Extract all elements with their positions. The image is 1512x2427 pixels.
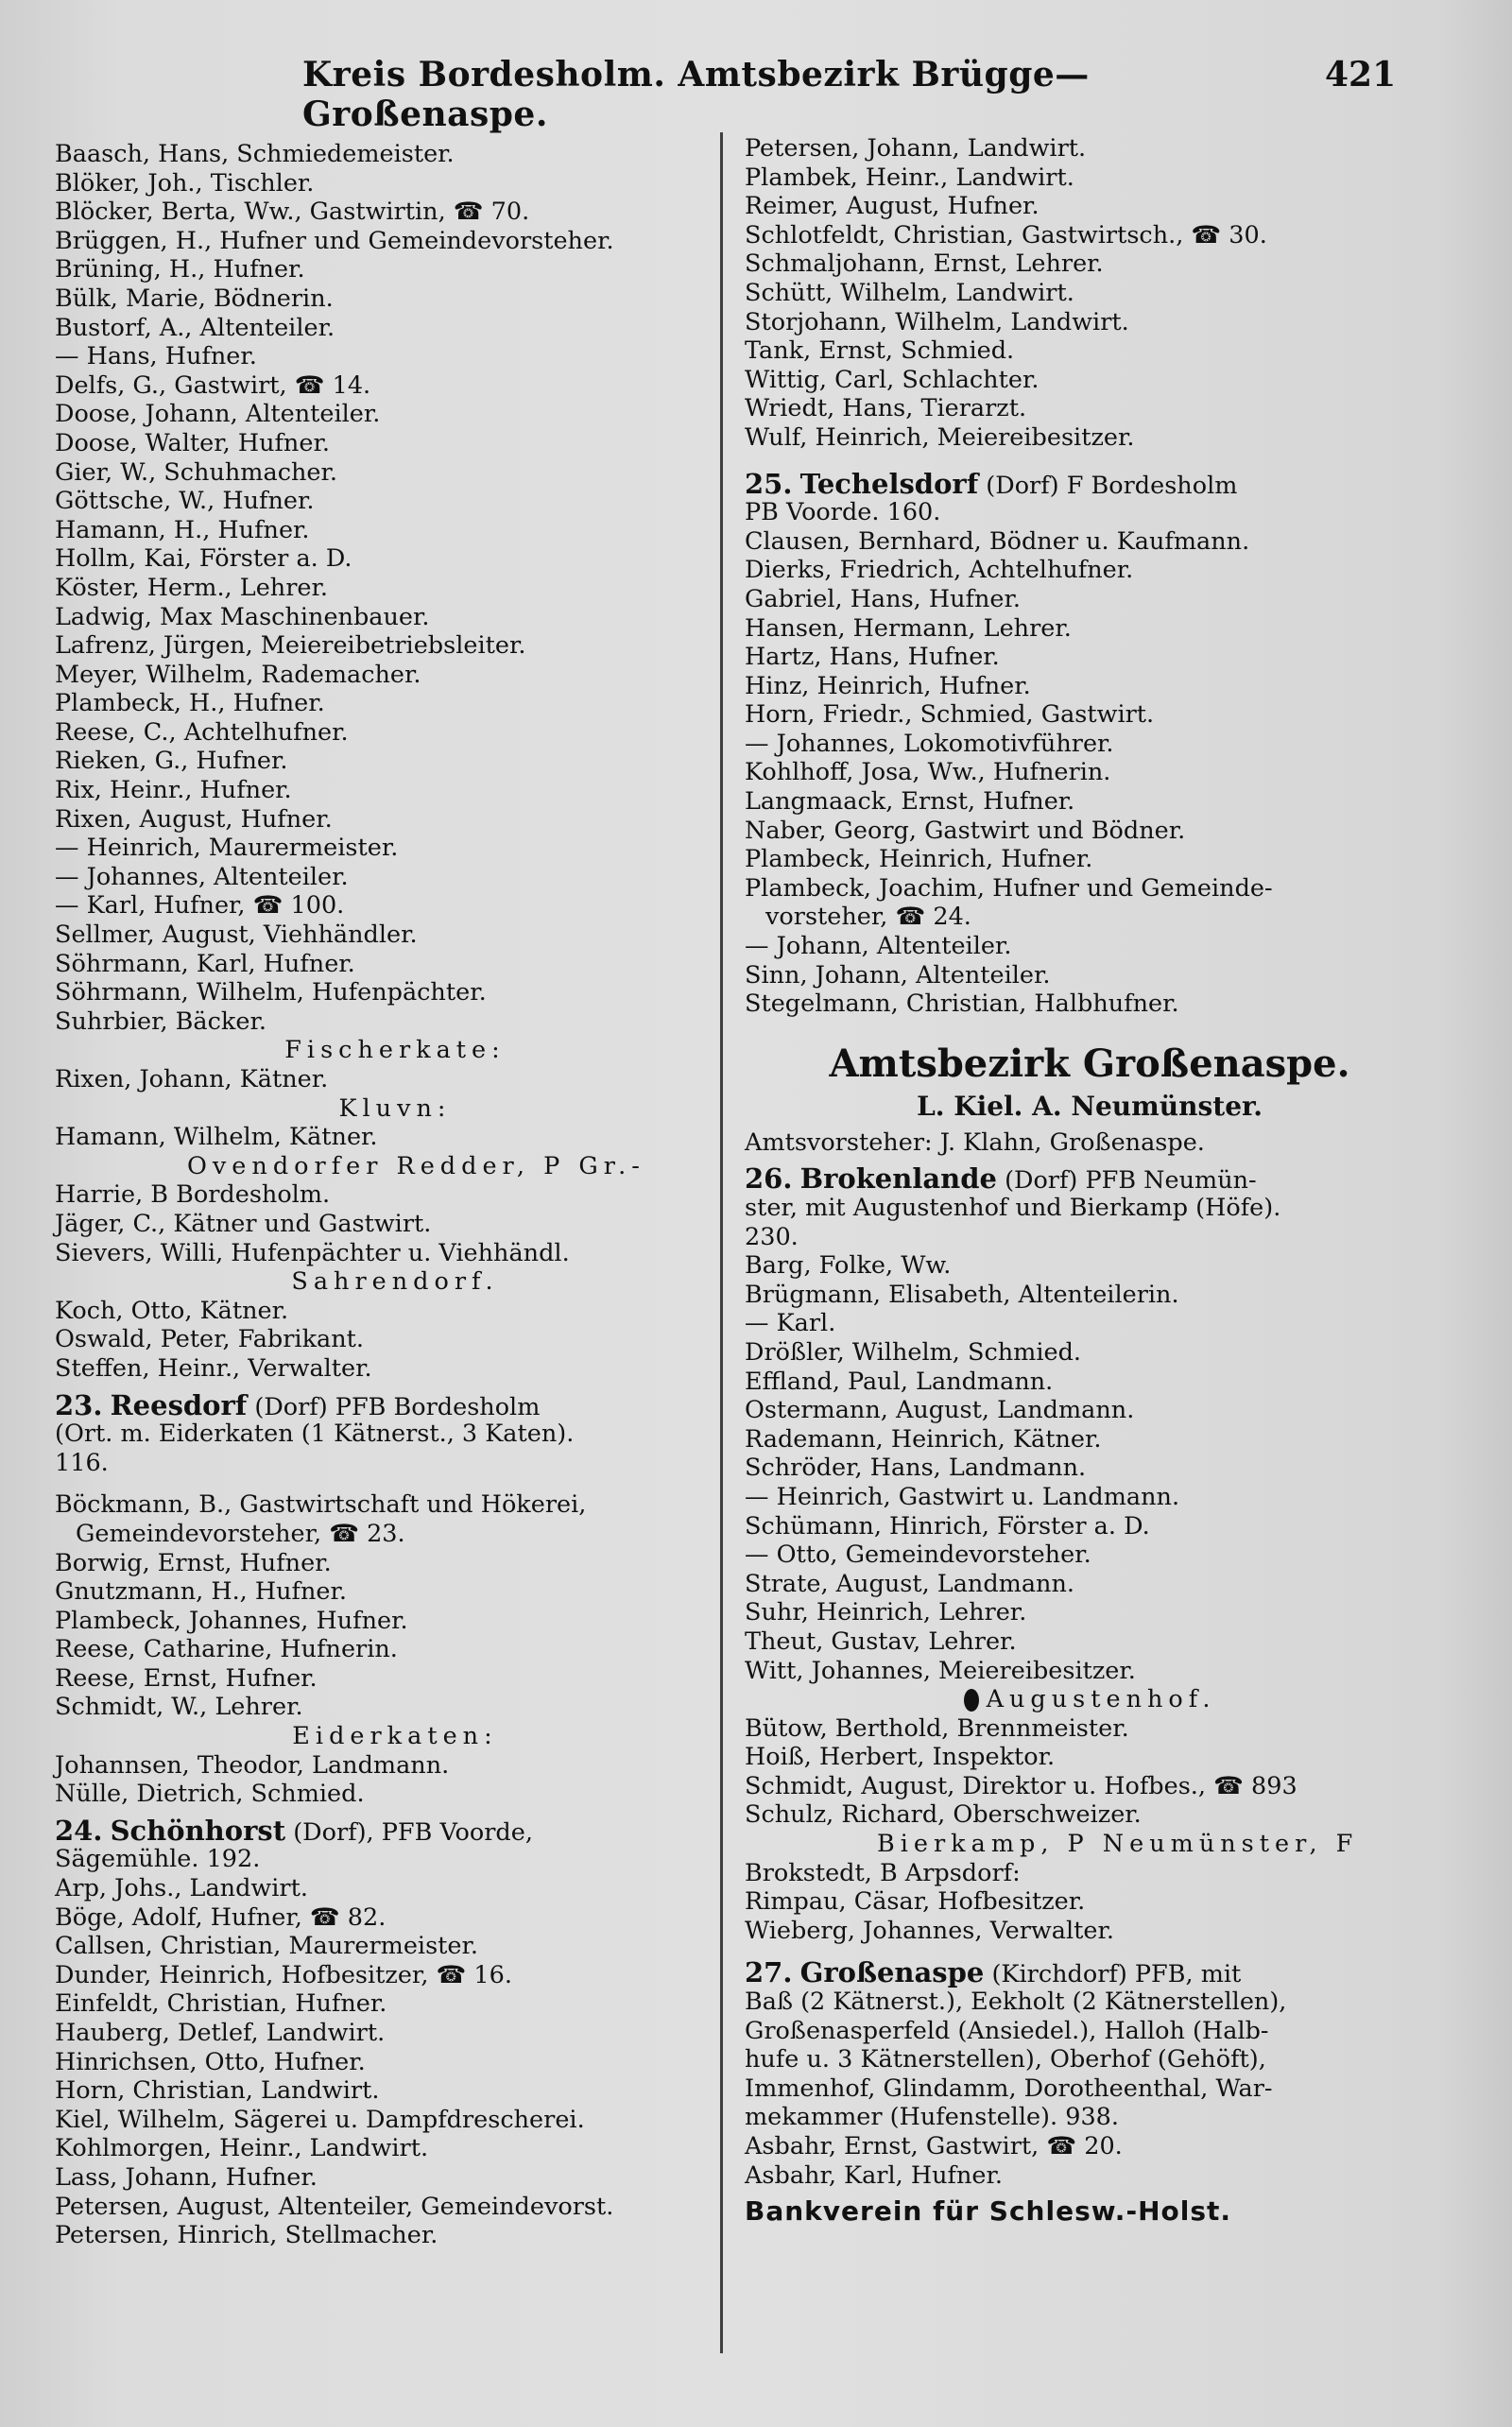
village-desc: Großenasperfeld (Ansiedel.), Halloh (Halb- — [745, 2016, 1269, 2045]
list-item: Horn, Christian, Landwirt. — [55, 2076, 380, 2106]
list-item: Einfeldt, Christian, Hufner. — [55, 1989, 387, 2019]
list-item: Barg, Folke, Ww. — [745, 1251, 952, 1281]
list-item: Plambek, Heinr., Landwirt. — [745, 163, 1074, 192]
list-item: Sellmer, August, Viehhändler. — [55, 921, 418, 950]
list-item: Reese, Catharine, Hufnerin. — [55, 1635, 398, 1664]
list-item: Sinn, Johann, Altenteiler. — [745, 960, 1051, 990]
village-desc: ster, mit Augustenhof und Bierkamp (Höfe). — [745, 1194, 1281, 1222]
locality-sahrendorf: Sahrendorf. — [291, 1267, 499, 1297]
entry-list-schoenhorst-cont — [745, 134, 1435, 453]
list-item: Doose, Johann, Altenteiler. — [55, 400, 381, 429]
list-item: Naber, Georg, Gastwirt und Bödner. — [745, 816, 1186, 845]
entry-list-fischerkate — [55, 1065, 735, 1094]
village-entry-reesdorf — [55, 1388, 735, 1478]
list-item: Ostermann, August, Landmann. — [745, 1396, 1135, 1425]
village-name: Reesdorf — [110, 1388, 248, 1421]
list-item: Steffen, Heinr., Verwalter. — [55, 1353, 372, 1383]
list-item: Meyer, Wilhelm, Rademacher. — [55, 660, 421, 689]
locality-ovendorfer: Ovendorfer Redder, P Gr.- — [187, 1151, 645, 1180]
entry-list-bruegge — [55, 140, 735, 1036]
list-item: Köster, Herm., Lehrer. — [55, 573, 328, 602]
list-item: Johannsen, Theodor, Landmann. — [55, 1750, 450, 1780]
village-desc: (Dorf) F Bordesholm — [986, 471, 1238, 500]
list-item: Kohlmorgen, Heinr., Landwirt. — [55, 2134, 429, 2163]
list-item: Hinrichsen, Otto, Hufner. — [55, 2047, 366, 2076]
list-item: Koch, Otto, Kätner. — [55, 1296, 289, 1325]
list-item: Plambeck, H., Hufner. — [55, 689, 325, 718]
list-item: Bütow, Berthold, Brennmeister. — [745, 1713, 1129, 1743]
list-item: Kiel, Wilhelm, Sägerei u. Dampfdrescherei. — [55, 2105, 585, 2134]
entry-list-brokenlande — [745, 1251, 1435, 1685]
list-item: Baasch, Hans, Schmiedemeister. — [55, 140, 455, 168]
village-name: Brokenlande — [799, 1162, 997, 1196]
list-item: Tank, Ernst, Schmied. — [745, 336, 1015, 366]
list-item: Sievers, Willi, Hufenpächter u. Viehhändl. — [55, 1238, 570, 1267]
list-item: Brügmann, Elisabeth, Altenteilerin. — [745, 1280, 1179, 1309]
list-item: Reese, C., Achtelhufner. — [55, 717, 349, 747]
list-item: Plambeck, Heinrich, Hufner. — [745, 845, 1093, 874]
list-item: Schröder, Hans, Landmann. — [745, 1454, 1087, 1483]
list-item: Theut, Gustav, Lehrer. — [745, 1627, 1017, 1656]
list-item: Hansen, Hermann, Lehrer. — [745, 613, 1072, 643]
page-header: Kreis Bordesholm. Amtsbezirk Brügge—Großenaspe. — [302, 55, 1090, 134]
list-item: Schütt, Wilhelm, Landwirt. — [745, 278, 1074, 307]
list-item: — Johann, Altenteiler. — [745, 932, 1012, 961]
list-item: Hartz, Hans, Hufner. — [745, 643, 1000, 672]
list-item: Rieken, G., Hufner. — [55, 747, 288, 776]
list-item: Nülle, Dietrich, Schmied. — [55, 1780, 365, 1809]
list-item: Schümann, Hinrich, Förster a. D. — [745, 1511, 1150, 1541]
village-number: 27. — [745, 1956, 793, 1989]
village-population: 230. — [745, 1222, 799, 1251]
list-item: Hamann, H., Hufner. — [55, 515, 310, 544]
list-item: Arp, Johs., Landwirt. — [55, 1874, 308, 1903]
village-desc: Baß (2 Kätnerst.), Eekholt (2 Kätnerstellen), — [745, 1988, 1287, 2017]
entry-list-grossenaspe — [745, 2132, 1435, 2190]
list-item: Clausen, Bernhard, Bödner u. Kaufmann. — [745, 526, 1250, 556]
list-item: Rimpau, Cäsar, Hofbesitzer. — [745, 1887, 1086, 1917]
district-subheading: L. Kiel. A. Neumünster. — [917, 1090, 1263, 1122]
list-item: Effland, Paul, Landmann. — [745, 1367, 1054, 1396]
locality-fischerkate: Fischerkate: — [284, 1036, 506, 1065]
list-item: Reese, Ernst, Hufner. — [55, 1663, 318, 1693]
left-column — [55, 140, 735, 2250]
village-entry-schoenhorst — [55, 1816, 735, 1874]
list-item: Schmaljohann, Ernst, Lehrer. — [745, 250, 1104, 279]
entry-list-augustenhof — [745, 1714, 1435, 1830]
list-item: Petersen, August, Altenteiler, Gemeindevorst. — [55, 2192, 614, 2221]
list-item: Asbahr, Karl, Hufner. — [745, 2160, 1003, 2190]
list-item: — Otto, Gemeindevorsteher. — [745, 1541, 1091, 1570]
bullet-mark — [964, 1689, 979, 1712]
list-item: Dunder, Heinrich, Hofbesitzer, ☎ 16. — [55, 1960, 512, 1989]
list-item: — Hans, Hufner. — [55, 342, 257, 371]
page-number: 421 — [1325, 55, 1397, 95]
locality-title: Augustenhof. — [986, 1685, 1216, 1714]
list-item: Gier, W., Schuhmacher. — [55, 457, 337, 487]
list-item: — Heinrich, Maurermeister. — [55, 834, 399, 863]
village-desc: (Dorf), PFB Voorde, — [293, 1817, 533, 1847]
list-item: Ladwig, Max Maschinenbauer. — [55, 602, 430, 631]
village-desc: hufe u. 3 Kätnerstellen), Oberhof (Gehöft), — [745, 2045, 1266, 2074]
list-item: Blöcker, Berta, Ww., Gastwirtin, ☎ 70. — [55, 198, 530, 227]
list-item: Petersen, Hinrich, Stellmacher. — [55, 2221, 438, 2250]
village-entry-grossenaspe — [745, 1958, 1435, 2132]
list-item: Böckmann, B., Gastwirtschaft und Hökerei, — [55, 1490, 587, 1520]
list-item: Hoiß, Herbert, Inspektor. — [745, 1743, 1056, 1772]
list-item: Langmaack, Ernst, Hufner. — [745, 787, 1075, 817]
list-item: — Karl, Hufner, ☎ 100. — [55, 891, 345, 921]
list-item: Brüning, H., Hufner. — [55, 255, 305, 284]
list-item: Delfs, G., Gastwirt, ☎ 14. — [55, 370, 371, 400]
list-item: — Karl. — [745, 1309, 836, 1338]
list-item: Horn, Friedr., Schmied, Gastwirt. — [745, 700, 1155, 730]
district-heading: Amtsbezirk Großenaspe. — [829, 1041, 1350, 1086]
list-item: — Heinrich, Gastwirt u. Landmann. — [745, 1482, 1180, 1511]
entry-list-eiderkaten — [55, 1751, 735, 1809]
list-item: Plambeck, Johannes, Hufner. — [55, 1606, 408, 1635]
list-item: Lass, Johann, Hufner. — [55, 2162, 318, 2192]
entry-list-bierkamp — [745, 1887, 1435, 1945]
list-item: Rixen, Johann, Kätner. — [55, 1065, 329, 1093]
list-item: Gnutzmann, H., Hufner. — [55, 1577, 348, 1607]
list-item: Strate, August, Landmann. — [745, 1569, 1075, 1598]
right-column — [745, 134, 1435, 2227]
locality-bierkamp-cont: Brokstedt, B Arpsdorf: — [745, 1858, 1021, 1887]
village-entry-brokenlande — [745, 1164, 1435, 1251]
list-item: Plambeck, Joachim, Hufner und Gemeinde- — [745, 873, 1273, 903]
village-desc: (Kirchdorf) PFB, mit — [991, 1960, 1242, 1989]
locality-augustenhof — [745, 1685, 1435, 1714]
list-item: Böge, Adolf, Hufner, ☎ 82. — [55, 1902, 387, 1932]
entry-list-sahrendorf — [55, 1297, 735, 1384]
village-number: 26. — [745, 1162, 793, 1196]
entry-list-kluvn — [55, 1123, 735, 1152]
list-item: Hinz, Heinrich, Hufner. — [745, 671, 1031, 700]
village-desc: (Dorf) PFB Bordesholm — [254, 1392, 541, 1421]
list-item: Callsen, Christian, Maurermeister. — [55, 1932, 478, 1961]
list-item: Borwig, Ernst, Hufner. — [55, 1548, 332, 1577]
village-number: 23. — [55, 1388, 103, 1421]
village-desc: (Dorf) PFB Neumün- — [1005, 1166, 1257, 1196]
list-item: Bülk, Marie, Bödnerin. — [55, 284, 334, 313]
list-item: Asbahr, Ernst, Gastwirt, ☎ 20. — [745, 2132, 1123, 2160]
locality-ovendorfer-cont: Harrie, B Bordesholm. — [55, 1180, 331, 1210]
list-item: Gabriel, Hans, Hufner. — [745, 584, 1021, 613]
list-item: Doose, Walter, Hufner. — [55, 428, 330, 457]
list-item: Petersen, Johann, Landwirt. — [745, 134, 1087, 163]
village-desc: mekammer (Hufenstelle). 938. — [745, 2103, 1119, 2132]
village-name: Techelsdorf — [799, 467, 979, 500]
list-item: Blöker, Joh., Tischler. — [55, 168, 315, 198]
list-item: Wittig, Carl, Schlachter. — [745, 365, 1040, 394]
list-item: vorsteher, ☎ 24. — [765, 903, 971, 932]
list-item: Suhrbier, Bäcker. — [55, 1007, 266, 1036]
village-name: Schönhorst — [110, 1814, 286, 1847]
list-item: Gemeindevorsteher, ☎ 23. — [76, 1519, 405, 1548]
entry-list-schoenhorst — [55, 1874, 735, 2250]
village-number: 24. — [55, 1814, 103, 1847]
list-item: Storjohann, Wilhelm, Landwirt. — [745, 307, 1129, 336]
village-desc: PB Voorde. 160. — [745, 498, 941, 527]
village-desc: Sägemühle. 192. — [55, 1845, 261, 1874]
list-item: Hauberg, Detlef, Landwirt. — [55, 2019, 386, 2047]
list-item: — Johannes, Lokomotivführer. — [745, 729, 1114, 758]
list-item: Reimer, August, Hufner. — [745, 192, 1040, 221]
advertisement-bank: Bankverein für Schlesw.-Holst. — [745, 2195, 1232, 2228]
list-item: Dierks, Friedrich, Achtelhufner. — [745, 556, 1134, 585]
list-item: Hamann, Wilhelm, Kätner. — [55, 1123, 378, 1152]
list-item: Wulf, Heinrich, Meiereibesitzer. — [745, 422, 1135, 452]
district-vorsteher: Amtsvorsteher: J. Klahn, Großenaspe. — [745, 1127, 1205, 1157]
list-item: Söhrmann, Wilhelm, Hufenpächter. — [55, 978, 487, 1007]
list-item: Wriedt, Hans, Tierarzt. — [745, 394, 1027, 423]
entry-list-reesdorf — [55, 1490, 735, 1722]
list-item: Oswald, Peter, Fabrikant. — [55, 1325, 365, 1354]
list-item: Suhr, Heinrich, Lehrer. — [745, 1598, 1027, 1627]
list-item: Göttsche, W., Hufner. — [55, 487, 315, 516]
list-item: Schmidt, W., Lehrer. — [55, 1693, 303, 1722]
list-item: Drößler, Wilhelm, Schmied. — [745, 1337, 1082, 1367]
locality-bierkamp: Bierkamp, P Neumünster, F — [877, 1830, 1359, 1859]
village-population: 116. — [55, 1448, 109, 1477]
village-number: 25. — [745, 467, 793, 500]
list-item: Lafrenz, Jürgen, Meiereibetriebsleiter. — [55, 631, 526, 661]
list-item: Wieberg, Johannes, Verwalter. — [745, 1916, 1114, 1945]
village-entry-techelsdorf — [745, 467, 1435, 527]
village-desc: Immenhof, Glindamm, Dorotheenthal, War- — [745, 2074, 1273, 2103]
list-item: Kohlhoff, Josa, Ww., Hufnerin. — [745, 758, 1111, 787]
list-item: Bustorf, A., Altenteiler. — [55, 313, 335, 342]
list-item: Hollm, Kai, Förster a. D. — [55, 544, 352, 574]
list-item: Söhrmann, Karl, Hufner. — [55, 949, 355, 978]
list-item: — Johannes, Altenteiler. — [55, 862, 349, 891]
village-name: Großenaspe — [799, 1956, 985, 1989]
village-desc: (Ort. m. Eiderkaten (1 Kätnerst., 3 Katen). — [55, 1420, 575, 1449]
list-item: Schmidt, August, Direktor u. Hofbes., ☎ 893 — [745, 1771, 1297, 1800]
entry-list-techelsdorf — [745, 527, 1435, 1019]
locality-eiderkaten: Eiderkaten: — [292, 1722, 498, 1751]
list-item: Witt, Johannes, Meiereibesitzer. — [745, 1656, 1136, 1685]
list-item: Schulz, Richard, Oberschweizer. — [745, 1800, 1142, 1830]
list-item: Brüggen, H., Hufner und Gemeindevorsteher. — [55, 226, 614, 255]
list-item: Jäger, C., Kätner und Gastwirt. — [55, 1209, 432, 1238]
list-item: Rixen, August, Hufner. — [55, 804, 333, 834]
locality-kluvn: Kluvn: — [338, 1093, 452, 1123]
list-item: Schlotfeldt, Christian, Gastwirtsch., ☎ 30. — [745, 220, 1267, 250]
list-item: Rademann, Heinrich, Kätner. — [745, 1424, 1102, 1454]
entry-list-ovendorfer — [55, 1210, 735, 1267]
list-item: Stegelmann, Christian, Halbhufner. — [745, 990, 1179, 1019]
list-item: Rix, Heinr., Hufner. — [55, 776, 292, 805]
